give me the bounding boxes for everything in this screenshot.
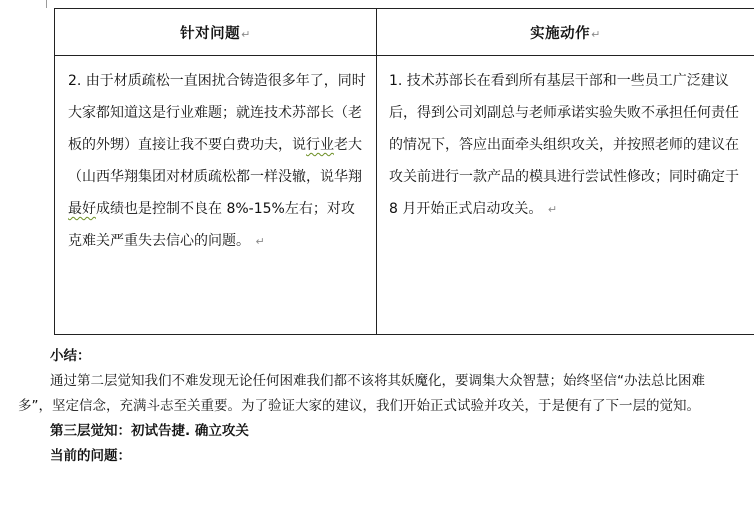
page-corner-mark — [46, 0, 55, 8]
header-problem — [55, 9, 377, 56]
action-text — [377, 56, 754, 226]
action-cell — [377, 56, 754, 335]
header-action — [377, 9, 754, 56]
summary-paragraph-text: 通过第二层觉知我们不难发现无论任何困难我们都不该将其妖魔化，要调集大众智慧；始终坚信“办法总比困难多”，坚定信念，充满斗志至关重要。为了验证大家的建议，我们开始正式试验并攻关，于是便有了下一层的觉知。 — [18, 373, 705, 414]
section-heading-3: 第三层觉知：初试告捷. 确立攻关 — [50, 423, 249, 439]
problem-text-part: 2. 由于材质疏松一直困扰合铸造很多年了，同时大家都知道这是行业难题；就连技术苏部长（老板的外甥）直接让我不要白费功夫，说 — [68, 73, 366, 153]
spellcheck-underlined-word: 最好 — [68, 201, 96, 217]
table-row — [55, 56, 754, 335]
header-action-label: 实施动作 — [530, 25, 591, 42]
summary-section — [18, 344, 738, 469]
problem-cell — [55, 56, 377, 335]
action-text-part: 1. 技术苏部长在看到所有基层干部和一些员工广泛建议后，得到公司刘副总与老师承诺实验失败不承担任何责任的情况下，答应出面牵头组织攻关，并按照老师的建议在攻关前进行一款产品的模具进行尝试性修改；同时确定于 8 月开始正式启动攻关。 — [389, 73, 739, 217]
table-header-row — [55, 9, 754, 56]
spellcheck-underlined-word: 行业 — [306, 137, 334, 153]
paragraph-mark-icon: ↵ — [591, 27, 601, 41]
paragraph-mark-icon: ↵ — [255, 235, 265, 248]
summary-paragraph — [18, 369, 738, 419]
problem-action-table — [54, 8, 754, 335]
summary-label: 小结： — [50, 348, 91, 364]
problem-text-part: 成绩也是控制不良在 8%-15%左右；对攻克难关严重失去信心的问题。 — [68, 201, 355, 249]
current-problem-label: 当前的问题： — [50, 448, 131, 464]
problem-text — [55, 56, 376, 258]
paragraph-mark-icon: ↵ — [547, 203, 558, 216]
paragraph-mark-icon: ↵ — [241, 27, 251, 41]
problem-text-part: 老大（山西华翔集团对材质疏松都一样没辙，说华翔 — [68, 137, 362, 185]
header-problem-label: 针对问题 — [180, 25, 241, 42]
